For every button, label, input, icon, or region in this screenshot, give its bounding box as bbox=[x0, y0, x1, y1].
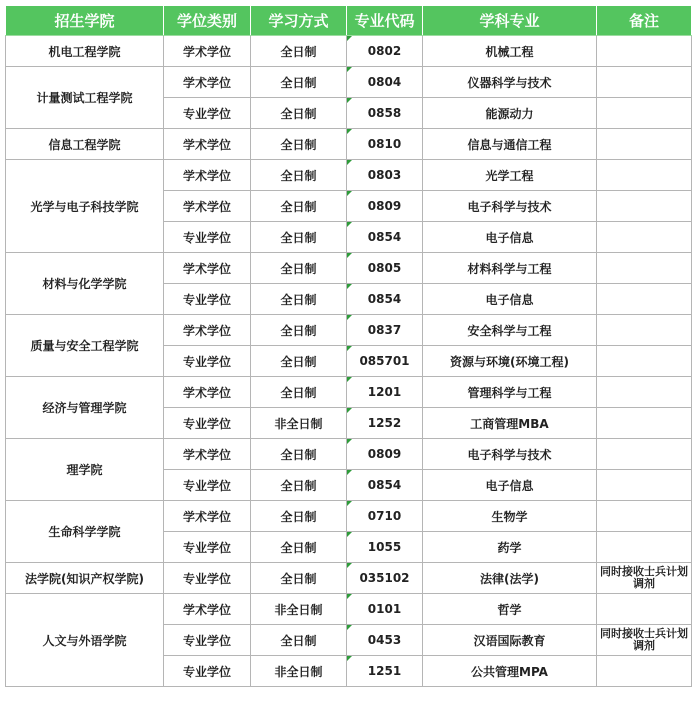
college-cell: 理学院 bbox=[6, 439, 164, 501]
study-mode-cell: 非全日制 bbox=[251, 656, 347, 687]
note-cell bbox=[597, 377, 692, 408]
major-code-cell: 0804 bbox=[347, 67, 423, 98]
major-code-cell: 0837 bbox=[347, 315, 423, 346]
header-note: 备注 bbox=[597, 6, 692, 36]
study-mode-cell: 全日制 bbox=[251, 439, 347, 470]
note-cell: 同时接收士兵计划调剂 bbox=[597, 563, 692, 594]
major-code-cell: 0858 bbox=[347, 98, 423, 129]
study-mode-cell: 全日制 bbox=[251, 532, 347, 563]
major-code-cell: 1201 bbox=[347, 377, 423, 408]
major-cell: 信息与通信工程 bbox=[423, 129, 597, 160]
college-cell: 材料与化学学院 bbox=[6, 253, 164, 315]
major-cell: 安全科学与工程 bbox=[423, 315, 597, 346]
degree-type-cell: 学术学位 bbox=[164, 315, 251, 346]
degree-type-cell: 专业学位 bbox=[164, 408, 251, 439]
degree-type-cell: 专业学位 bbox=[164, 346, 251, 377]
major-cell: 管理科学与工程 bbox=[423, 377, 597, 408]
study-mode-cell: 全日制 bbox=[251, 470, 347, 501]
note-cell bbox=[597, 501, 692, 532]
table-row bbox=[6, 67, 692, 98]
major-code-cell: 0854 bbox=[347, 284, 423, 315]
study-mode-cell: 全日制 bbox=[251, 625, 347, 656]
degree-type-cell: 专业学位 bbox=[164, 563, 251, 594]
note-cell bbox=[597, 253, 692, 284]
study-mode-cell: 全日制 bbox=[251, 284, 347, 315]
degree-type-cell: 专业学位 bbox=[164, 625, 251, 656]
major-cell: 公共管理MPA bbox=[423, 656, 597, 687]
major-cell: 能源动力 bbox=[423, 98, 597, 129]
major-cell: 药学 bbox=[423, 532, 597, 563]
major-code-cell: 0810 bbox=[347, 129, 423, 160]
major-code-cell: 0854 bbox=[347, 470, 423, 501]
college-cell: 计量测试工程学院 bbox=[6, 67, 164, 129]
table-row bbox=[6, 501, 692, 532]
major-cell: 电子信息 bbox=[423, 222, 597, 253]
study-mode-cell: 全日制 bbox=[251, 222, 347, 253]
note-cell bbox=[597, 284, 692, 315]
major-code-cell: 0101 bbox=[347, 594, 423, 625]
college-cell: 信息工程学院 bbox=[6, 129, 164, 160]
study-mode-cell: 全日制 bbox=[251, 98, 347, 129]
degree-type-cell: 学术学位 bbox=[164, 67, 251, 98]
major-cell: 电子科学与技术 bbox=[423, 191, 597, 222]
note-cell bbox=[597, 656, 692, 687]
degree-type-cell: 学术学位 bbox=[164, 191, 251, 222]
degree-type-cell: 学术学位 bbox=[164, 253, 251, 284]
study-mode-cell: 非全日制 bbox=[251, 408, 347, 439]
note-cell bbox=[597, 36, 692, 67]
note-cell bbox=[597, 594, 692, 625]
major-code-cell: 0809 bbox=[347, 439, 423, 470]
major-code-cell: 0854 bbox=[347, 222, 423, 253]
note-cell bbox=[597, 408, 692, 439]
study-mode-cell: 全日制 bbox=[251, 67, 347, 98]
major-code-cell: 1251 bbox=[347, 656, 423, 687]
college-cell: 光学与电子科技学院 bbox=[6, 160, 164, 253]
study-mode-cell: 全日制 bbox=[251, 160, 347, 191]
table-row bbox=[6, 377, 692, 408]
college-cell: 机电工程学院 bbox=[6, 36, 164, 67]
header-major: 学科专业 bbox=[423, 6, 597, 36]
major-code-cell: 0453 bbox=[347, 625, 423, 656]
major-cell: 汉语国际教育 bbox=[423, 625, 597, 656]
major-cell: 生物学 bbox=[423, 501, 597, 532]
note-cell bbox=[597, 470, 692, 501]
major-cell: 仪器科学与技术 bbox=[423, 67, 597, 98]
header-college: 招生学院 bbox=[6, 6, 164, 36]
major-cell: 机械工程 bbox=[423, 36, 597, 67]
study-mode-cell: 全日制 bbox=[251, 501, 347, 532]
major-code-cell: 0805 bbox=[347, 253, 423, 284]
college-cell: 经济与管理学院 bbox=[6, 377, 164, 439]
major-code-cell: 1252 bbox=[347, 408, 423, 439]
note-cell bbox=[597, 346, 692, 377]
degree-type-cell: 学术学位 bbox=[164, 439, 251, 470]
table-row bbox=[6, 36, 692, 67]
note-cell bbox=[597, 315, 692, 346]
note-cell: 同时接收士兵计划调剂 bbox=[597, 625, 692, 656]
table-row bbox=[6, 594, 692, 625]
note-cell bbox=[597, 67, 692, 98]
major-cell: 电子信息 bbox=[423, 284, 597, 315]
major-cell: 资源与环境(环境工程) bbox=[423, 346, 597, 377]
note-cell bbox=[597, 98, 692, 129]
degree-type-cell: 专业学位 bbox=[164, 656, 251, 687]
study-mode-cell: 全日制 bbox=[251, 377, 347, 408]
study-mode-cell: 全日制 bbox=[251, 346, 347, 377]
header-degree-type: 学位类别 bbox=[164, 6, 251, 36]
admissions-table bbox=[5, 5, 692, 687]
degree-type-cell: 专业学位 bbox=[164, 98, 251, 129]
major-cell: 工商管理MBA bbox=[423, 408, 597, 439]
header-study-mode: 学习方式 bbox=[251, 6, 347, 36]
major-cell: 光学工程 bbox=[423, 160, 597, 191]
note-cell bbox=[597, 191, 692, 222]
major-cell: 材料科学与工程 bbox=[423, 253, 597, 284]
note-cell bbox=[597, 160, 692, 191]
study-mode-cell: 非全日制 bbox=[251, 594, 347, 625]
major-cell: 哲学 bbox=[423, 594, 597, 625]
degree-type-cell: 专业学位 bbox=[164, 222, 251, 253]
study-mode-cell: 全日制 bbox=[251, 191, 347, 222]
college-cell: 法学院(知识产权学院) bbox=[6, 563, 164, 594]
degree-type-cell: 专业学位 bbox=[164, 284, 251, 315]
degree-type-cell: 学术学位 bbox=[164, 377, 251, 408]
major-code-cell: 0802 bbox=[347, 36, 423, 67]
study-mode-cell: 全日制 bbox=[251, 36, 347, 67]
note-cell bbox=[597, 532, 692, 563]
table-body bbox=[6, 36, 692, 687]
major-code-cell: 0809 bbox=[347, 191, 423, 222]
table-row bbox=[6, 129, 692, 160]
note-cell bbox=[597, 129, 692, 160]
table-row bbox=[6, 315, 692, 346]
study-mode-cell: 全日制 bbox=[251, 315, 347, 346]
degree-type-cell: 学术学位 bbox=[164, 594, 251, 625]
major-cell: 电子信息 bbox=[423, 470, 597, 501]
table-row bbox=[6, 253, 692, 284]
degree-type-cell: 专业学位 bbox=[164, 470, 251, 501]
header-major-code: 专业代码 bbox=[347, 6, 423, 36]
college-cell: 人文与外语学院 bbox=[6, 594, 164, 687]
degree-type-cell: 学术学位 bbox=[164, 501, 251, 532]
major-code-cell: 1055 bbox=[347, 532, 423, 563]
college-cell: 生命科学学院 bbox=[6, 501, 164, 563]
major-code-cell: 035102 bbox=[347, 563, 423, 594]
study-mode-cell: 全日制 bbox=[251, 253, 347, 284]
study-mode-cell: 全日制 bbox=[251, 563, 347, 594]
major-code-cell: 0803 bbox=[347, 160, 423, 191]
table-row bbox=[6, 439, 692, 470]
degree-type-cell: 学术学位 bbox=[164, 36, 251, 67]
degree-type-cell: 学术学位 bbox=[164, 129, 251, 160]
degree-type-cell: 专业学位 bbox=[164, 532, 251, 563]
table-row bbox=[6, 160, 692, 191]
major-cell: 电子科学与技术 bbox=[423, 439, 597, 470]
note-cell bbox=[597, 439, 692, 470]
note-cell bbox=[597, 222, 692, 253]
major-code-cell: 0710 bbox=[347, 501, 423, 532]
table-row bbox=[6, 563, 692, 594]
header-row bbox=[6, 6, 692, 36]
major-cell: 法律(法学) bbox=[423, 563, 597, 594]
college-cell: 质量与安全工程学院 bbox=[6, 315, 164, 377]
degree-type-cell: 学术学位 bbox=[164, 160, 251, 191]
major-code-cell: 085701 bbox=[347, 346, 423, 377]
study-mode-cell: 全日制 bbox=[251, 129, 347, 160]
